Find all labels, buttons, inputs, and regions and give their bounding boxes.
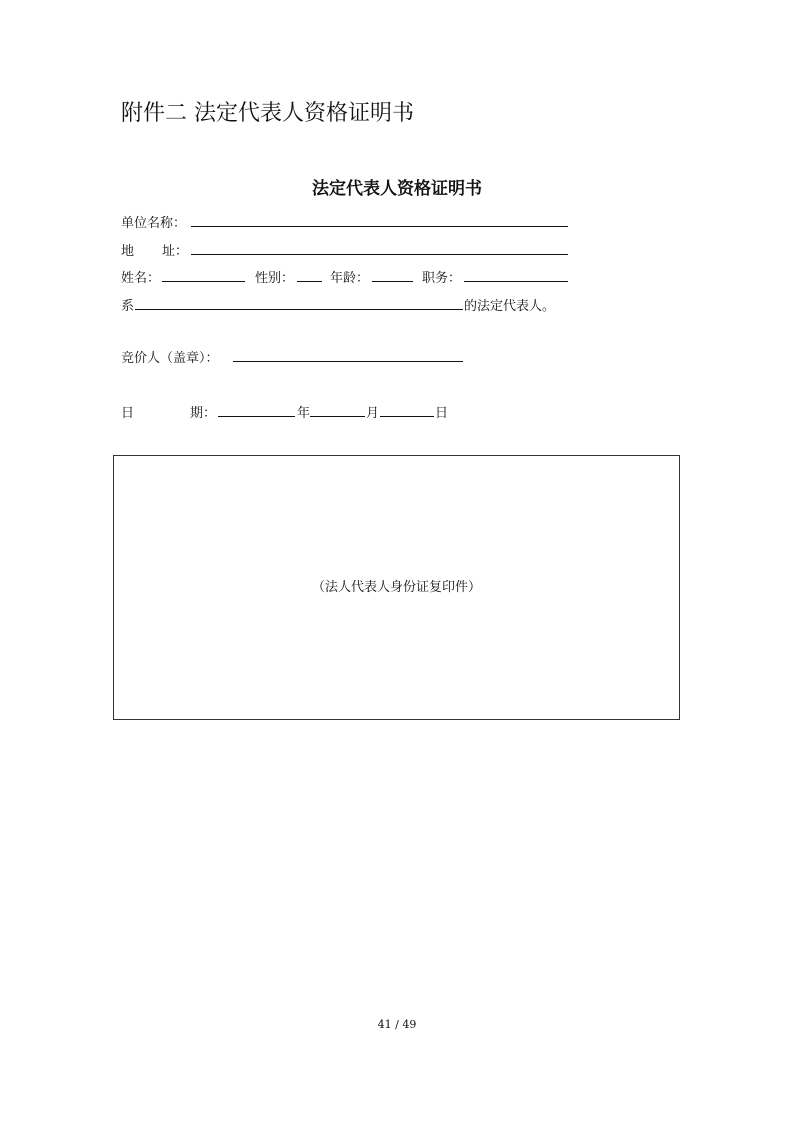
bidder-seal-field[interactable] bbox=[233, 361, 463, 362]
relation-suffix: 的法定代表人。 bbox=[464, 299, 556, 314]
date-month-field[interactable] bbox=[310, 416, 365, 417]
age-label: 年龄： bbox=[330, 271, 370, 286]
position-field[interactable] bbox=[464, 281, 568, 282]
day-label: 日 bbox=[435, 406, 449, 421]
address-label-first: 地 bbox=[121, 244, 135, 259]
date-label-first: 日 bbox=[121, 406, 135, 421]
id-copy-box bbox=[113, 455, 680, 720]
date-year-field[interactable] bbox=[218, 416, 295, 417]
relation-prefix: 系 bbox=[121, 299, 135, 314]
relation-company-field[interactable] bbox=[135, 309, 463, 310]
date-label-second: 期： bbox=[190, 406, 217, 421]
document-title: 法定代表人资格证明书 bbox=[312, 179, 482, 199]
gender-field[interactable] bbox=[297, 281, 322, 282]
address-label-second: 址： bbox=[162, 244, 189, 259]
month-label: 月 bbox=[366, 406, 380, 421]
unit-name-label: 单位名称： bbox=[121, 216, 187, 231]
gender-label: 性别： bbox=[255, 271, 295, 286]
position-label: 职务： bbox=[422, 271, 462, 286]
age-field[interactable] bbox=[372, 281, 413, 282]
name-field[interactable] bbox=[162, 281, 245, 282]
date-day-field[interactable] bbox=[380, 416, 434, 417]
page-number: 41 / 49 bbox=[377, 1018, 417, 1031]
attachment-heading: 附件二 法定代表人资格证明书 bbox=[121, 101, 414, 126]
id-copy-caption: （法人代表人身份证复印件） bbox=[311, 580, 481, 595]
bidder-seal-label: 竞价人（盖章）： bbox=[121, 351, 219, 366]
year-label: 年 bbox=[297, 406, 311, 421]
address-field[interactable] bbox=[191, 254, 568, 255]
name-label: 姓名： bbox=[121, 271, 161, 286]
unit-name-field[interactable] bbox=[191, 226, 568, 227]
